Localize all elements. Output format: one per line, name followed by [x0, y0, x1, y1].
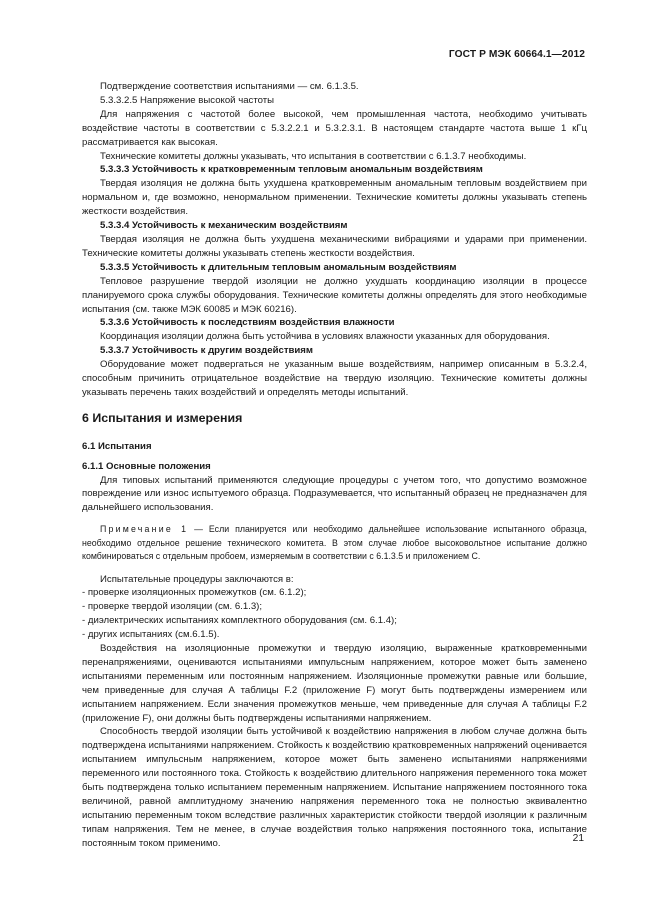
note: [82, 523, 587, 563]
paragraph: Тепловое разрушение твердой изоляции не должно ухудшать координацию изоляции в процессе планируемого срока службы оборудования. Технические комитеты должны определять для этого необходимые испытания (см. также МЭК 60085 и МЭК 60216).: [82, 275, 587, 315]
paragraph: Для типовых испытаний применяются следующие процедуры с учетом того, что допустимо возможное повреждение или износ испытуемого образца. Подразумевается, что испытанный образец не предназначен для дальнейшего использования.: [82, 474, 587, 514]
subsection-heading: 5.3.3.6 Устойчивость к последствиям воздействия влажности: [100, 317, 395, 329]
paragraph: Для напряжения с частотой более высокой, чем промышленная частота, необходимо учитывать воздействие частоты в соответствии с 5.3.2.2.1 и 5.3.2.3.1. В настоящем стандарте частота выше 1 кГц рассматривается как высокая.: [82, 108, 587, 148]
list-item: - других испытаниях (см.6.1.5).: [82, 629, 220, 641]
subsection-heading: 5.3.3.5 Устойчивость к длительным тепловым аномальным воздействиям: [100, 261, 457, 273]
subsection-heading: 5.3.3.7 Устойчивость к другим воздействиям: [100, 345, 314, 357]
paragraph: Подтверждение соответствия испытаниями — см. 6.1.3.5.: [100, 81, 359, 92]
paragraph: Оборудование может подвергаться не указанным выше воздействиям, например описанным в 5.3.2.4, способным причинить отрицательное воздействие на твердую изоляцию. Технические комитеты должны указывать перечень таких воздействий и определять методы испытаний.: [82, 359, 587, 398]
page-body: [82, 80, 587, 851]
page-number: 21: [572, 833, 584, 844]
subsection-heading: 5.3.3.2.5 Напряжение высокой частоты: [100, 94, 275, 106]
note-label: Примечание 1: [100, 524, 189, 535]
paragraph: Технические комитеты должны указывать, что испытания в соответствии с 6.1.3.7 необходимы.: [100, 150, 527, 162]
subsection-heading: 6.1 Испытания: [82, 440, 152, 452]
subsection-heading: 6.1.1 Основные положения: [82, 460, 211, 472]
paragraph: Твердая изоляция не должна быть ухудшена механическими вибрациями и ударами при применении. Технические комитеты должны указывать степень жесткости воздействия.: [82, 233, 587, 259]
paragraph: Твердая изоляция не должна быть ухудшена кратковременным аномальным тепловым воздействием при нормальном и, где возможно, ненормальном применении. Технические комитеты должны указывать степень жесткости воздействия.: [82, 178, 587, 218]
list-item: - проверке изоляционных промежутков (см. 6.1.2);: [82, 587, 307, 599]
note-text: — Если планируется или необходимо дальнейшее использование испытанного образца, необходимо отдельное решение технического комитета. В этом случае любое высоковольтное испытание должно комбинироваться с отдельным пробоем, измеряемым в соответствии с 6.1.3.5 и приложением С.: [82, 524, 588, 562]
subsection-heading: 5.3.3.3 Устойчивость к кратковременным тепловым аномальным воздействиям: [100, 164, 483, 176]
subsection-heading: 5.3.3.4 Устойчивость к механическим воздействиям: [100, 220, 348, 232]
list-item: - проверке твердой изоляции (см. 6.1.3);: [82, 601, 263, 613]
paragraph: Испытательные процедуры заключаются в:: [100, 573, 294, 585]
paragraph: Воздействия на изоляционные промежутки и твердую изоляцию, выраженные кратковременными перенапряжениями, оцениваются испытаниями импульсным напряжением, которое может быть заменено испытаниями переменным или постоянным напряжением. Изоляционные промежутки равные или большие, чем приведенные для случая А таблицы F.2 (приложение F) могут быть подтверждены измерением или испытанием напряжением. Если значения промежутков меньше, чем приведенные для случая А таблицы F.2 (приложение F), они должны быть подтверждены испытаниями напряжением.: [82, 643, 587, 724]
standard-header: ГОСТ Р МЭК 60664.1—2012: [448, 49, 585, 60]
paragraph: Способность твердой изоляции быть устойчивой к воздействию напряжения в любом случае должна быть подтверждена испытаниями напряжением. Стойкость к воздействию кратковременных напряжений оценивается испытанием импульсным напряжением, которое может быть заменено испытаниями напряжениями переменного или постоянного тока. Стойкость к воздействию длительного напряжения переменного тока может быть подтверждена только испытанием переменным напряжением. Испытание напряжением постоянного тока величиной, равной амплитудному значению напряжения переменного тока не полностью эквивалентно испытанию переменным током вследствие различных характеристик стойкости твердой изоляции к различным типам напряжения. Тем не менее, в случае воздействия только напряжения постоянного тока, испытание постоянным током применимо.: [82, 726, 587, 849]
paragraph: Координация изоляции должна быть устойчива в условиях влажности указанных для оборудования.: [100, 331, 550, 343]
section-heading: 6 Испытания и измерения: [82, 410, 243, 425]
list-item: - диэлектрических испытаниях комплектного оборудования (см. 6.1.4);: [82, 615, 397, 627]
